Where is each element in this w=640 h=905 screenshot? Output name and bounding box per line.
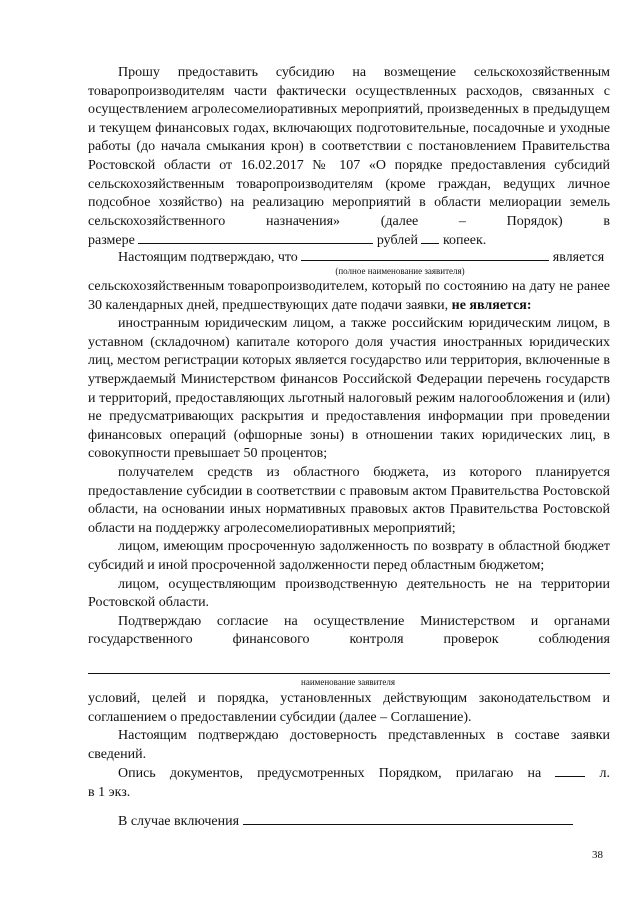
item-foreign: иностранным юридическим лицом, а также российским юридическим лицом, в уставном (складочном) капитале которого доля участия иностранных юридических лиц, местом регистрации которых является государство или территория, включенные в утверждаемый Министерством финансов Российской Федерации перечень государств и территорий, предоставляющих льготный налоговый режим налогообложения и (или) не предусматривающих раскрытия и предоставления информации при проведении финансовых операций (офшорные зоны) в отношении таких юридических лиц, в совокупности превышает 50 процентов; (88, 316, 610, 462)
amount-kopeks-field[interactable] (421, 231, 439, 244)
page-number: 38 (592, 849, 603, 861)
amount-rubles-field[interactable] (138, 231, 373, 244)
item-activity: лицом, осуществляющим производственную деятельность не на территории Ростовской области. (88, 576, 610, 611)
closing-section (88, 690, 610, 803)
inclusion-line (88, 812, 610, 832)
inventory-line (88, 764, 610, 784)
inclusion-field[interactable] (243, 812, 573, 825)
item-recipient: получателем средств из областного бюджета, из которого планируется предоставление субсидии в соответствии с правовым актом Правительства Ростовской области, на основании иных нормативных правовых актов Правительства Ростовской области на поддержку агролесомелиоративных мероприятий; (88, 464, 610, 536)
rubles-label: рублей (376, 233, 418, 249)
applicant-name-line[interactable] (88, 673, 610, 674)
confirm-suffix: является (552, 250, 605, 265)
request-section (88, 64, 610, 251)
confirm-line (88, 248, 610, 268)
consent-paragraph: Подтверждаю согласие на осуществление Министерством и органами государственного финансового контроля проверок соблюдения (88, 613, 610, 648)
copies-line: в 1 экз. (88, 784, 131, 800)
conditions-paragraph: условий, целей и порядка, установленных действующим законодательством и соглашением о предоставлении субсидии (далее – Соглашение). (88, 691, 610, 725)
applicant-name-field[interactable] (301, 248, 549, 261)
sheet-count-field[interactable] (555, 764, 585, 777)
request-paragraph: Прошу предоставить субсидию на возмещение сельскохозяйственным товаропроизводителям части фактически осуществленных расходов, связанных с осуществлением агролесомелиоративных мероприятий, произведенных в предыдущем и текущем финансовых годах, включающих подготовительные, посадочные и уходные работы (до начала смыкания крон) в соответствии с постановлением Правительства Ростовской области от 16.02.2017 № 107 «О порядке предоставления субсидий сельскохозяйственным товаропроизводителям (кроме граждан, ведущих личное подсобное хозяйство) на реализацию мероприятий в области мелиорации земель сельскохозяйственного назначения» (далее – Порядок) в (88, 65, 610, 229)
name-caption: наименование заявителя (301, 677, 395, 687)
inventory-label: Опись документов, предусмотренных Порядком, прилагаю на (118, 766, 542, 782)
confirm-prefix: Настоящим подтверждаю, что (118, 250, 298, 265)
confirm-body: сельскохозяйственным товаропроизводителем, который по состоянию на дату не ранее 30 календарных дней, предшествующих дате подачи заявки, не является: (88, 279, 610, 313)
confirm-section (88, 278, 610, 650)
inclusion-label: В случае включения (118, 814, 240, 829)
kopeks-label: копеек. (442, 233, 487, 249)
size-label: размере (88, 233, 135, 249)
not-is-label: не является: (451, 297, 532, 313)
reliability-paragraph: Настоящим подтверждаю достоверность представленных в составе заявки сведений. (88, 728, 610, 762)
item-debt: лицом, имеющим просроченную задолженность по возврату в областной бюджет субсидий и иной просроченной задолженности перед областным бюджетом; (88, 539, 610, 573)
applicant-caption: (полное наименование заявителя) (335, 266, 465, 276)
inventory-unit: л. (599, 766, 611, 782)
